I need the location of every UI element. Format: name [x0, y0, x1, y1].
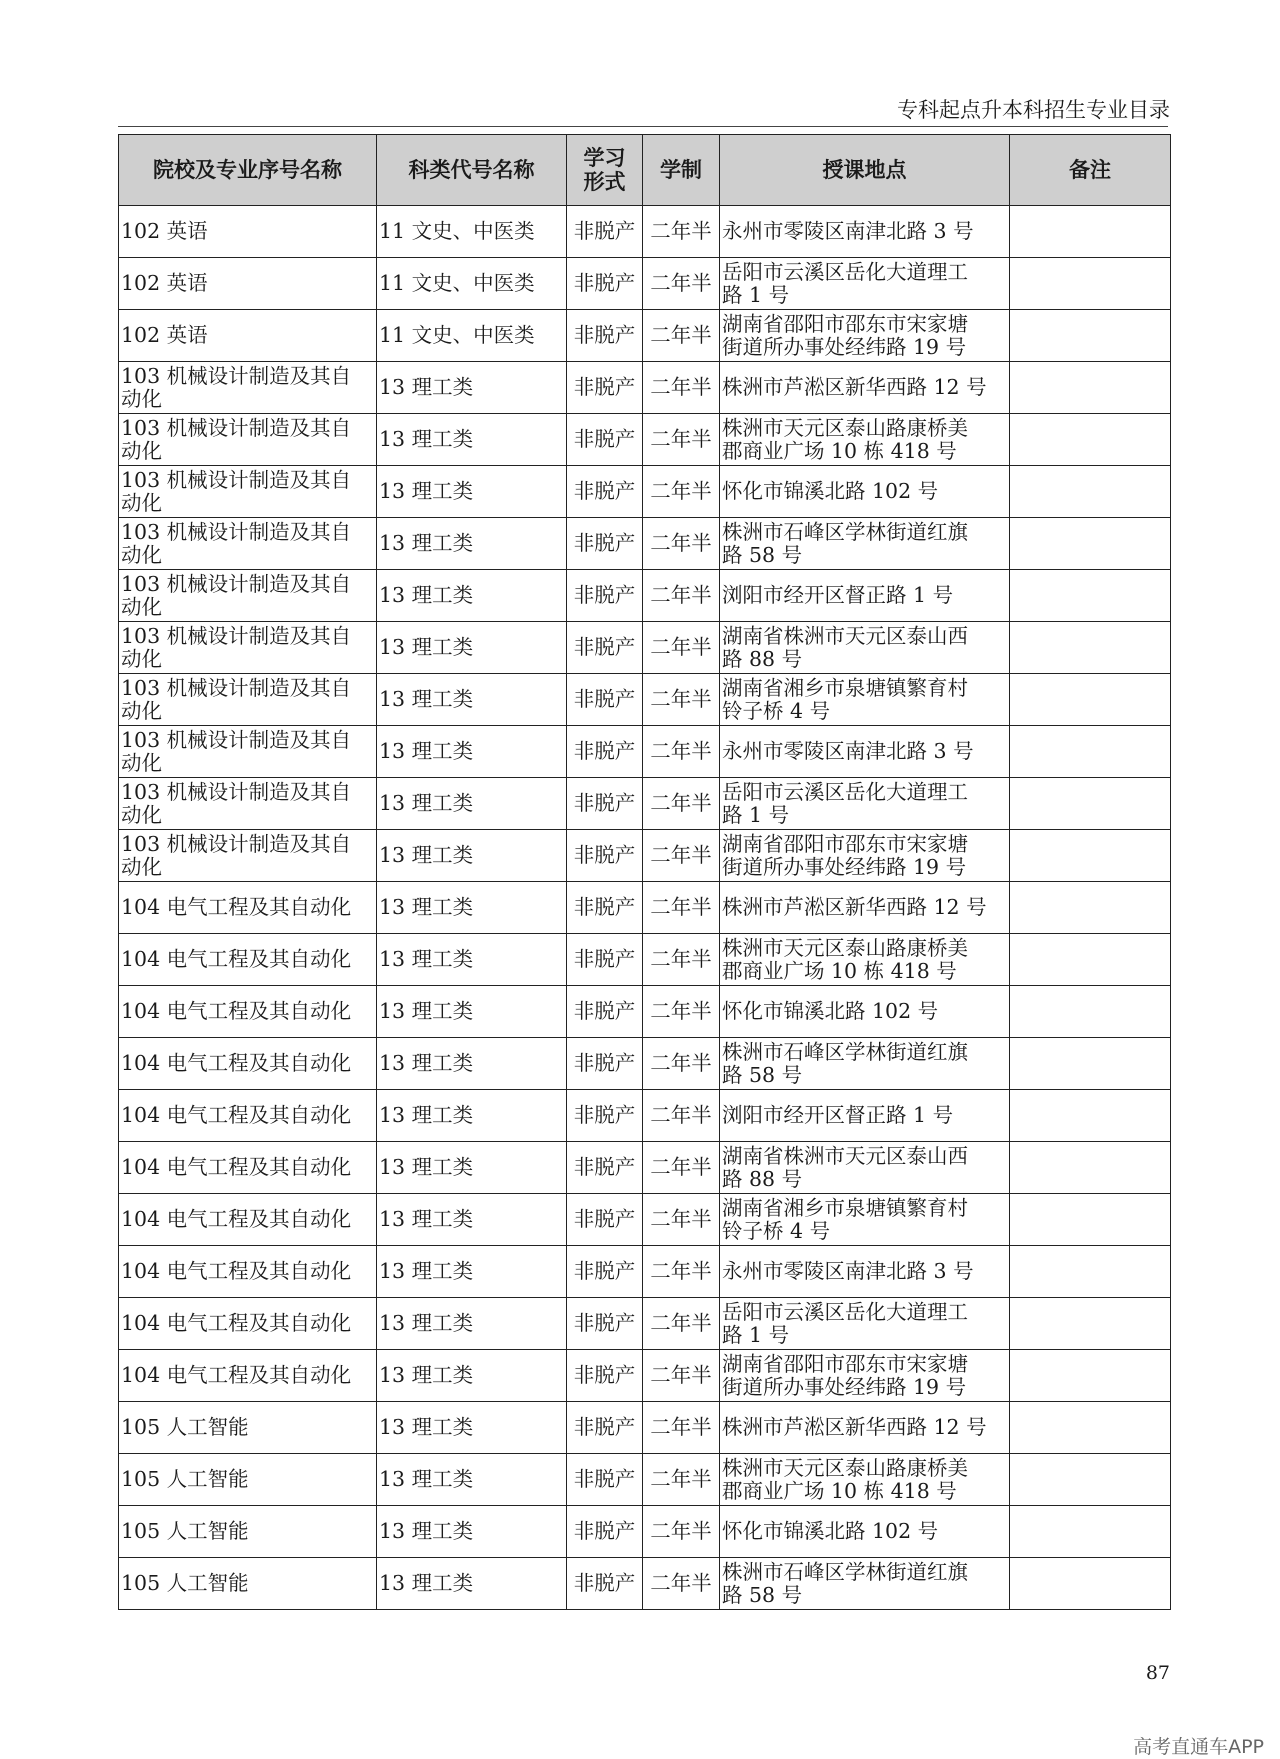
duration-cell: 二年半	[643, 1194, 720, 1246]
duration-cell: 二年半	[643, 1558, 720, 1610]
study-form-cell: 非脱产	[567, 1350, 643, 1402]
remarks-cell	[1010, 1142, 1171, 1194]
program-cell: 104 电气工程及其自动化	[119, 1090, 377, 1142]
duration-cell: 二年半	[643, 1402, 720, 1454]
remarks-cell	[1010, 414, 1171, 466]
location-cell: 湖南省湘乡市泉塘镇繁育村 铃子桥 4 号	[720, 674, 1010, 726]
duration-cell: 二年半	[643, 1038, 720, 1090]
category-cell: 13 理工类	[377, 1506, 567, 1558]
category-cell: 13 理工类	[377, 518, 567, 570]
duration-cell: 二年半	[643, 1454, 720, 1506]
program-cell: 103 机械设计制造及其自 动化	[119, 362, 377, 414]
program-cell: 104 电气工程及其自动化	[119, 882, 377, 934]
table-row	[119, 414, 1171, 466]
table-row	[119, 1506, 1171, 1558]
study-form-cell: 非脱产	[567, 1454, 643, 1506]
category-cell: 13 理工类	[377, 1142, 567, 1194]
study-form-cell: 非脱产	[567, 674, 643, 726]
location-cell: 岳阳市云溪区岳化大道理工 路 1 号	[720, 258, 1010, 310]
remarks-cell	[1010, 726, 1171, 778]
table-row	[119, 1350, 1171, 1402]
category-cell: 13 理工类	[377, 1298, 567, 1350]
column-header-remarks: 备注	[1010, 135, 1171, 206]
table-row	[119, 986, 1171, 1038]
study-form-cell: 非脱产	[567, 1506, 643, 1558]
location-cell: 株洲市石峰区学林街道红旗 路 58 号	[720, 1038, 1010, 1090]
study-form-cell: 非脱产	[567, 1194, 643, 1246]
duration-cell: 二年半	[643, 310, 720, 362]
duration-cell: 二年半	[643, 726, 720, 778]
remarks-cell	[1010, 830, 1171, 882]
location-cell: 株洲市芦淞区新华西路 12 号	[720, 362, 1010, 414]
category-cell: 13 理工类	[377, 934, 567, 986]
table-row	[119, 570, 1171, 622]
table-row	[119, 1142, 1171, 1194]
watermark: 高考直通车APP	[1133, 1736, 1264, 1758]
location-cell: 湖南省株洲市天元区泰山西 路 88 号	[720, 622, 1010, 674]
program-cell: 103 机械设计制造及其自 动化	[119, 778, 377, 830]
study-form-cell: 非脱产	[567, 726, 643, 778]
program-cell: 103 机械设计制造及其自 动化	[119, 518, 377, 570]
table-header-row	[119, 135, 1171, 206]
table-row	[119, 726, 1171, 778]
study-form-cell: 非脱产	[567, 1402, 643, 1454]
location-cell: 株洲市石峰区学林街道红旗 路 58 号	[720, 1558, 1010, 1610]
remarks-cell	[1010, 1506, 1171, 1558]
column-header-study-form: 学习 形式	[567, 135, 643, 206]
study-form-cell: 非脱产	[567, 1558, 643, 1610]
category-cell: 13 理工类	[377, 986, 567, 1038]
duration-cell: 二年半	[643, 206, 720, 258]
program-cell: 104 电气工程及其自动化	[119, 1194, 377, 1246]
duration-cell: 二年半	[643, 362, 720, 414]
remarks-cell	[1010, 206, 1171, 258]
duration-cell: 二年半	[643, 1506, 720, 1558]
location-cell: 怀化市锦溪北路 102 号	[720, 1506, 1010, 1558]
location-cell: 浏阳市经开区督正路 1 号	[720, 570, 1010, 622]
remarks-cell	[1010, 778, 1171, 830]
table-row	[119, 1298, 1171, 1350]
duration-cell: 二年半	[643, 830, 720, 882]
category-cell: 13 理工类	[377, 1246, 567, 1298]
duration-cell: 二年半	[643, 1090, 720, 1142]
location-cell: 永州市零陵区南津北路 3 号	[720, 206, 1010, 258]
duration-cell: 二年半	[643, 986, 720, 1038]
page-number: 87	[1145, 1662, 1170, 1684]
location-cell: 株洲市石峰区学林街道红旗 路 58 号	[720, 518, 1010, 570]
study-form-cell: 非脱产	[567, 362, 643, 414]
study-form-cell: 非脱产	[567, 882, 643, 934]
category-cell: 13 理工类	[377, 1454, 567, 1506]
program-cell: 102 英语	[119, 258, 377, 310]
remarks-cell	[1010, 1038, 1171, 1090]
remarks-cell	[1010, 570, 1171, 622]
study-form-cell: 非脱产	[567, 1038, 643, 1090]
study-form-cell: 非脱产	[567, 986, 643, 1038]
program-cell: 105 人工智能	[119, 1506, 377, 1558]
program-cell: 104 电气工程及其自动化	[119, 1038, 377, 1090]
program-cell: 103 机械设计制造及其自 动化	[119, 830, 377, 882]
study-form-cell: 非脱产	[567, 570, 643, 622]
category-cell: 13 理工类	[377, 1350, 567, 1402]
table-row	[119, 882, 1171, 934]
duration-cell: 二年半	[643, 414, 720, 466]
remarks-cell	[1010, 1298, 1171, 1350]
program-cell: 104 电气工程及其自动化	[119, 986, 377, 1038]
column-header-location: 授课地点	[720, 135, 1010, 206]
location-cell: 株洲市天元区泰山路康桥美 郡商业广场 10 栋 418 号	[720, 934, 1010, 986]
study-form-cell: 非脱产	[567, 466, 643, 518]
enrollment-catalog-table	[118, 134, 1171, 1610]
location-cell: 湖南省邵阳市邵东市宋家塘 街道所办事处经纬路 19 号	[720, 830, 1010, 882]
table-row	[119, 518, 1171, 570]
program-cell: 104 电气工程及其自动化	[119, 1298, 377, 1350]
duration-cell: 二年半	[643, 518, 720, 570]
table-row	[119, 466, 1171, 518]
category-cell: 13 理工类	[377, 1038, 567, 1090]
study-form-cell: 非脱产	[567, 1090, 643, 1142]
table-row	[119, 362, 1171, 414]
remarks-cell	[1010, 258, 1171, 310]
remarks-cell	[1010, 1558, 1171, 1610]
location-cell: 永州市零陵区南津北路 3 号	[720, 726, 1010, 778]
category-cell: 13 理工类	[377, 414, 567, 466]
location-cell: 株洲市芦淞区新华西路 12 号	[720, 882, 1010, 934]
program-cell: 102 英语	[119, 310, 377, 362]
table-row	[119, 830, 1171, 882]
column-header-duration: 学制	[643, 135, 720, 206]
running-header-title: 专科起点升本科招生专业目录	[897, 98, 1170, 122]
category-cell: 13 理工类	[377, 466, 567, 518]
category-cell: 13 理工类	[377, 570, 567, 622]
study-form-cell: 非脱产	[567, 622, 643, 674]
remarks-cell	[1010, 1194, 1171, 1246]
remarks-cell	[1010, 986, 1171, 1038]
category-cell: 13 理工类	[377, 1090, 567, 1142]
location-cell: 湖南省邵阳市邵东市宋家塘 街道所办事处经纬路 19 号	[720, 1350, 1010, 1402]
remarks-cell	[1010, 466, 1171, 518]
column-header-program: 院校及专业序号名称	[119, 135, 377, 206]
duration-cell: 二年半	[643, 1142, 720, 1194]
table-row	[119, 778, 1171, 830]
remarks-cell	[1010, 1454, 1171, 1506]
program-cell: 104 电气工程及其自动化	[119, 934, 377, 986]
category-cell: 13 理工类	[377, 882, 567, 934]
location-cell: 怀化市锦溪北路 102 号	[720, 466, 1010, 518]
location-cell: 怀化市锦溪北路 102 号	[720, 986, 1010, 1038]
category-cell: 13 理工类	[377, 622, 567, 674]
remarks-cell	[1010, 518, 1171, 570]
duration-cell: 二年半	[643, 1298, 720, 1350]
duration-cell: 二年半	[643, 466, 720, 518]
program-cell: 102 英语	[119, 206, 377, 258]
remarks-cell	[1010, 362, 1171, 414]
category-cell: 13 理工类	[377, 674, 567, 726]
table-row	[119, 258, 1171, 310]
study-form-cell: 非脱产	[567, 206, 643, 258]
program-cell: 103 机械设计制造及其自 动化	[119, 570, 377, 622]
study-form-cell: 非脱产	[567, 934, 643, 986]
program-cell: 103 机械设计制造及其自 动化	[119, 414, 377, 466]
table-row	[119, 206, 1171, 258]
location-cell: 湖南省湘乡市泉塘镇繁育村 铃子桥 4 号	[720, 1194, 1010, 1246]
program-cell: 103 机械设计制造及其自 动化	[119, 726, 377, 778]
location-cell: 岳阳市云溪区岳化大道理工 路 1 号	[720, 1298, 1010, 1350]
category-cell: 13 理工类	[377, 778, 567, 830]
category-cell: 13 理工类	[377, 1402, 567, 1454]
table-row	[119, 1454, 1171, 1506]
study-form-cell: 非脱产	[567, 1246, 643, 1298]
category-cell: 11 文史、中医类	[377, 258, 567, 310]
table-row	[119, 1246, 1171, 1298]
remarks-cell	[1010, 934, 1171, 986]
location-cell: 湖南省邵阳市邵东市宋家塘 街道所办事处经纬路 19 号	[720, 310, 1010, 362]
category-cell: 13 理工类	[377, 726, 567, 778]
duration-cell: 二年半	[643, 934, 720, 986]
location-cell: 株洲市天元区泰山路康桥美 郡商业广场 10 栋 418 号	[720, 1454, 1010, 1506]
remarks-cell	[1010, 1090, 1171, 1142]
study-form-cell: 非脱产	[567, 778, 643, 830]
program-cell: 105 人工智能	[119, 1454, 377, 1506]
duration-cell: 二年半	[643, 882, 720, 934]
column-header-category: 科类代号名称	[377, 135, 567, 206]
duration-cell: 二年半	[643, 1350, 720, 1402]
duration-cell: 二年半	[643, 258, 720, 310]
program-cell: 103 机械设计制造及其自 动化	[119, 622, 377, 674]
category-cell: 11 文史、中医类	[377, 206, 567, 258]
table-row	[119, 310, 1171, 362]
location-cell: 株洲市芦淞区新华西路 12 号	[720, 1402, 1010, 1454]
duration-cell: 二年半	[643, 1246, 720, 1298]
remarks-cell	[1010, 1402, 1171, 1454]
program-cell: 104 电气工程及其自动化	[119, 1350, 377, 1402]
program-cell: 105 人工智能	[119, 1402, 377, 1454]
remarks-cell	[1010, 1350, 1171, 1402]
remarks-cell	[1010, 310, 1171, 362]
study-form-cell: 非脱产	[567, 414, 643, 466]
remarks-cell	[1010, 882, 1171, 934]
category-cell: 13 理工类	[377, 1194, 567, 1246]
remarks-cell	[1010, 622, 1171, 674]
program-cell: 103 机械设计制造及其自 动化	[119, 466, 377, 518]
category-cell: 13 理工类	[377, 362, 567, 414]
location-cell: 株洲市天元区泰山路康桥美 郡商业广场 10 栋 418 号	[720, 414, 1010, 466]
remarks-cell	[1010, 1246, 1171, 1298]
study-form-cell: 非脱产	[567, 1298, 643, 1350]
location-cell: 岳阳市云溪区岳化大道理工 路 1 号	[720, 778, 1010, 830]
program-cell: 104 电气工程及其自动化	[119, 1246, 377, 1298]
header-rule	[118, 126, 1168, 127]
program-cell: 105 人工智能	[119, 1558, 377, 1610]
table-row	[119, 1038, 1171, 1090]
location-cell: 永州市零陵区南津北路 3 号	[720, 1246, 1010, 1298]
category-cell: 11 文史、中医类	[377, 310, 567, 362]
table-row	[119, 674, 1171, 726]
location-cell: 湖南省株洲市天元区泰山西 路 88 号	[720, 1142, 1010, 1194]
duration-cell: 二年半	[643, 570, 720, 622]
table-row	[119, 1194, 1171, 1246]
table-row	[119, 934, 1171, 986]
table-row	[119, 1090, 1171, 1142]
duration-cell: 二年半	[643, 674, 720, 726]
category-cell: 13 理工类	[377, 830, 567, 882]
duration-cell: 二年半	[643, 778, 720, 830]
category-cell: 13 理工类	[377, 1558, 567, 1610]
location-cell: 浏阳市经开区督正路 1 号	[720, 1090, 1010, 1142]
study-form-cell: 非脱产	[567, 258, 643, 310]
duration-cell: 二年半	[643, 622, 720, 674]
program-cell: 104 电气工程及其自动化	[119, 1142, 377, 1194]
program-cell: 103 机械设计制造及其自 动化	[119, 674, 377, 726]
table-row	[119, 1402, 1171, 1454]
study-form-cell: 非脱产	[567, 518, 643, 570]
study-form-cell: 非脱产	[567, 830, 643, 882]
study-form-cell: 非脱产	[567, 1142, 643, 1194]
remarks-cell	[1010, 674, 1171, 726]
study-form-cell: 非脱产	[567, 310, 643, 362]
table-row	[119, 1558, 1171, 1610]
table-row	[119, 622, 1171, 674]
